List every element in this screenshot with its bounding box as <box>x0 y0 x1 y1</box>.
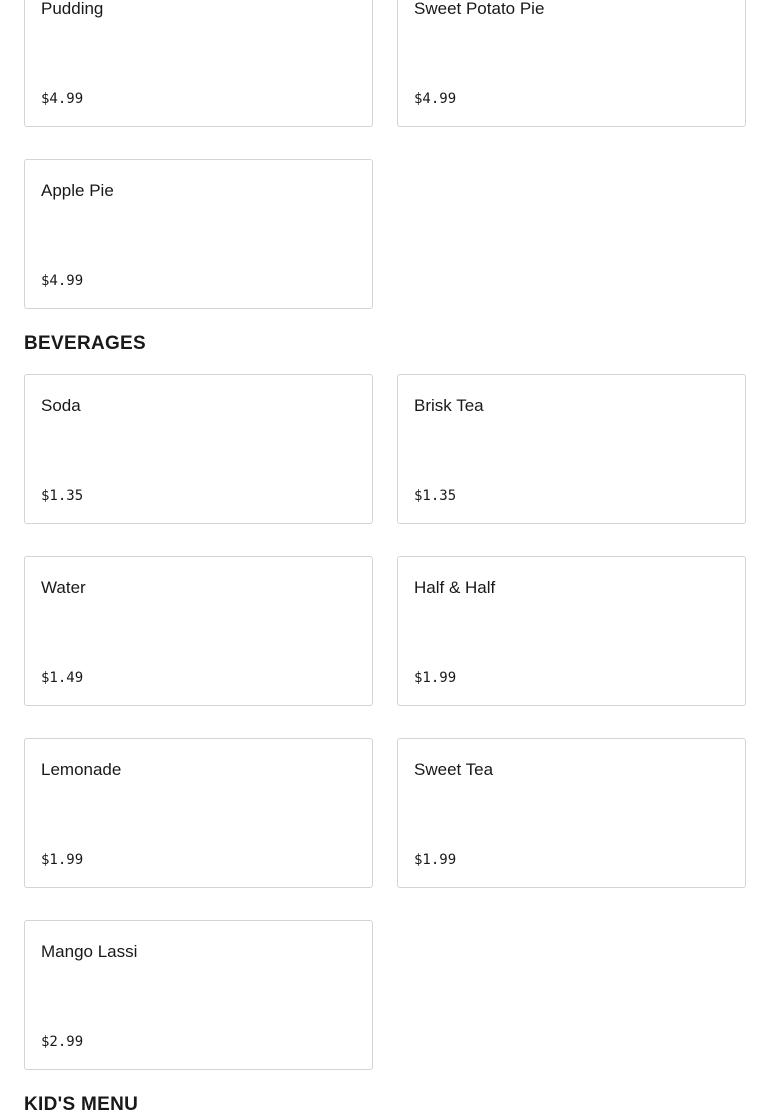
menu-item-price: $1.49 <box>41 670 84 686</box>
menu-item-name: Apple Pie <box>41 181 114 200</box>
menu-item-name: Sweet Tea <box>414 760 494 779</box>
menu-item-price: $2.99 <box>41 1034 84 1050</box>
section-title-kids-menu: KID'S MENU <box>24 1094 139 1115</box>
menu-item-name: Brisk Tea <box>414 396 484 415</box>
menu-item-price: $4.99 <box>41 91 84 107</box>
menu-item-price: $1.99 <box>41 852 84 868</box>
menu-item-price: $4.99 <box>41 273 84 289</box>
menu-item-price: $1.35 <box>41 488 84 504</box>
menu-item-card[interactable] <box>24 556 373 706</box>
menu-item-card[interactable] <box>24 0 373 127</box>
menu-item-card[interactable] <box>397 0 746 127</box>
menu-item-price: $1.99 <box>414 670 457 686</box>
menu-item-price: $1.35 <box>414 488 457 504</box>
menu-item-name: Water <box>41 578 86 597</box>
menu-item-price: $1.99 <box>414 852 457 868</box>
menu-item-card[interactable] <box>397 556 746 706</box>
menu-item-card[interactable] <box>397 738 746 888</box>
section-title-beverages: BEVERAGES <box>24 333 147 354</box>
desserts-grid <box>0 0 770 309</box>
menu-item-card[interactable] <box>24 920 373 1070</box>
beverages-grid <box>0 374 770 1070</box>
menu-item-name: Half & Half <box>414 578 496 597</box>
menu-item-card[interactable] <box>397 374 746 524</box>
menu-item-name: Mango Lassi <box>41 942 138 961</box>
menu-item-name: Pudding <box>41 0 104 18</box>
menu-item-name: Soda <box>41 396 81 415</box>
menu-item-card[interactable] <box>24 738 373 888</box>
menu-item-card[interactable] <box>24 374 373 524</box>
menu-item-card[interactable] <box>24 159 373 309</box>
menu-item-name: Lemonade <box>41 760 122 779</box>
menu-item-price: $4.99 <box>414 91 457 107</box>
menu-item-name: Sweet Potato Pie <box>414 0 545 18</box>
